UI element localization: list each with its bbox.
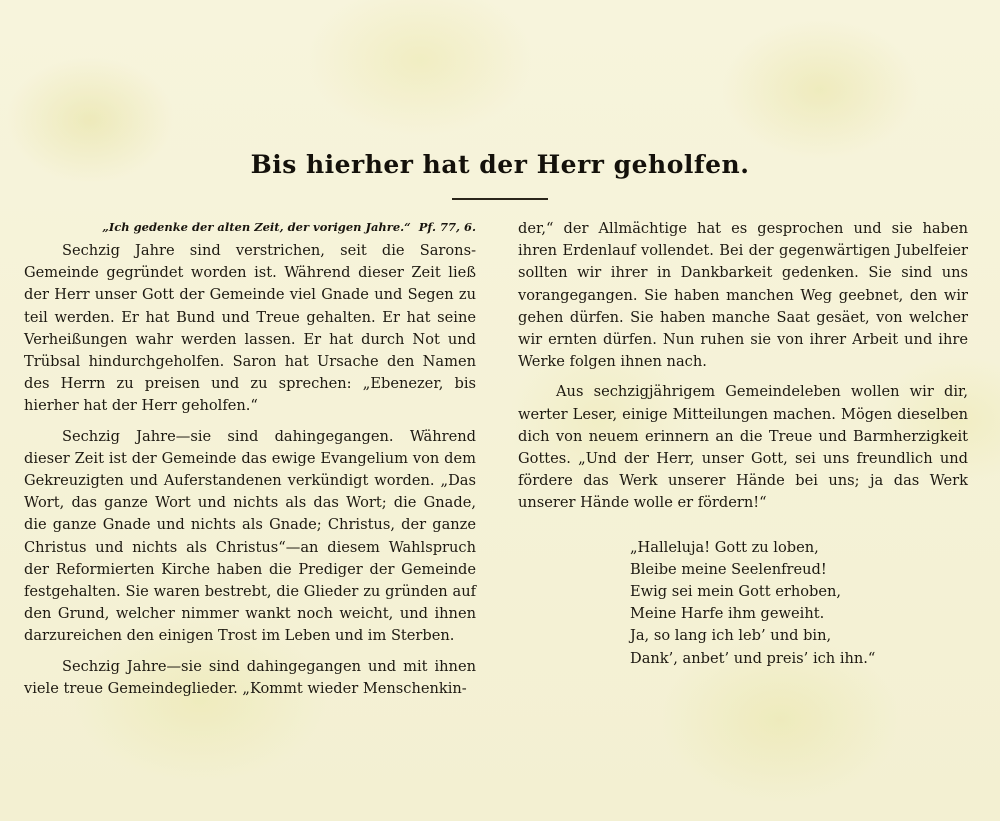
poem-line: Ewig sei mein Gott erhoben, [630, 583, 842, 601]
epigraph [24, 218, 476, 236]
left-paragraph-2: Sechzig Jahre—sie sind dahingegangen. Während dieser Zeit ist der Gemeinde das ewige Evangelium von dem Gekreuzigten und Auferstandenen verkündigt worden. „Das Wort, das ganze Wort und nichts als das Wort; die Gnade, die ganze Gnade und nichts als Gnade; Christus, der ganze Christus und nichts als Christus“—an diesem Wahlspruch der Reformierten Kirche haben die Prediger der Gemeinde festgehalten. Sie waren bestrebt, die Glieder zu gründen auf den Grund, welcher nimmer wankt noch weicht, und ihnen darzureichen den einigen Trost im Leben und im Sterben. [24, 427, 476, 645]
poem-line: Bleibe meine Seelenfreud! [630, 560, 827, 578]
right-column [518, 218, 968, 670]
left-paragraph-3: Sechzig Jahre—sie sind dahingegangen und mit ihnen viele treue Gemeindeglieder. „Kommt wieder Menschenkin- [24, 657, 476, 697]
page-title: Bis hierher hat der Herr geholfen. [250, 150, 750, 179]
epigraph-reference: Pf. 77, 6. [418, 220, 476, 234]
left-paragraph-1: Sechzig Jahre sind verstrichen, seit die Sarons-Gemeinde gegründet worden ist. Während dieser Zeit ließ der Herr unser Gott der Gemeinde viel Gnade und Segen zu teil werden. Er hat Bund und Treue gehalten. Er hat seine Verheißungen wahr werden lassen. Er hat durch Not und Trübsal hindurchgeholfen. Saron hat Ursache den Namen des Herrn zu preisen und zu sprechen: „Ebenezer, bis hierher hat der Herr geholfen.“ [24, 242, 476, 415]
poem-line: Meine Harfe ihm geweiht. [630, 605, 825, 623]
title-rule [452, 198, 548, 200]
poem-line: Ja, so lang ich leb’ und bin, [630, 627, 832, 645]
right-paragraph-2: Aus sechzigjährigem Gemeindeleben wollen wir dir, werter Leser, einige Mitteilungen machen. Mögen dieselben dich von neuem erinnern an die Treue und Barmherzigkeit Gottes. „Und der Herr, unser Gott, sei uns freundlich und fördere das Werk unserer Hände bei uns; ja das Werk unserer Hände wolle er fördern!“ [518, 383, 968, 512]
poem-line: Dank’, anbet’ und preis’ ich ihn.“ [630, 649, 876, 667]
left-column [24, 218, 476, 708]
epigraph-quote: „Ich gedenke der alten Zeit, der vorigen Jahre.“ [102, 220, 411, 234]
poem-line: „Halleluja! Gott zu loben, [630, 538, 819, 556]
poem [630, 537, 968, 670]
right-paragraph-1: der,“ der Allmächtige hat es gesprochen und sie haben ihren Erdenlauf vollendet. Bei der gegenwärtigen Jubelfeier sollten wir ihrer in Dankbarkeit gedenken. Sie sind uns vorangegangen. Sie haben manchen Weg geebnet, den wir gehen dürfen. Sie haben manche Saat gesäet, von welcher wir ernten dürfen. Nun ruhen sie von ihrer Arbeit und ihre Werke folgen ihnen nach. [518, 220, 968, 371]
